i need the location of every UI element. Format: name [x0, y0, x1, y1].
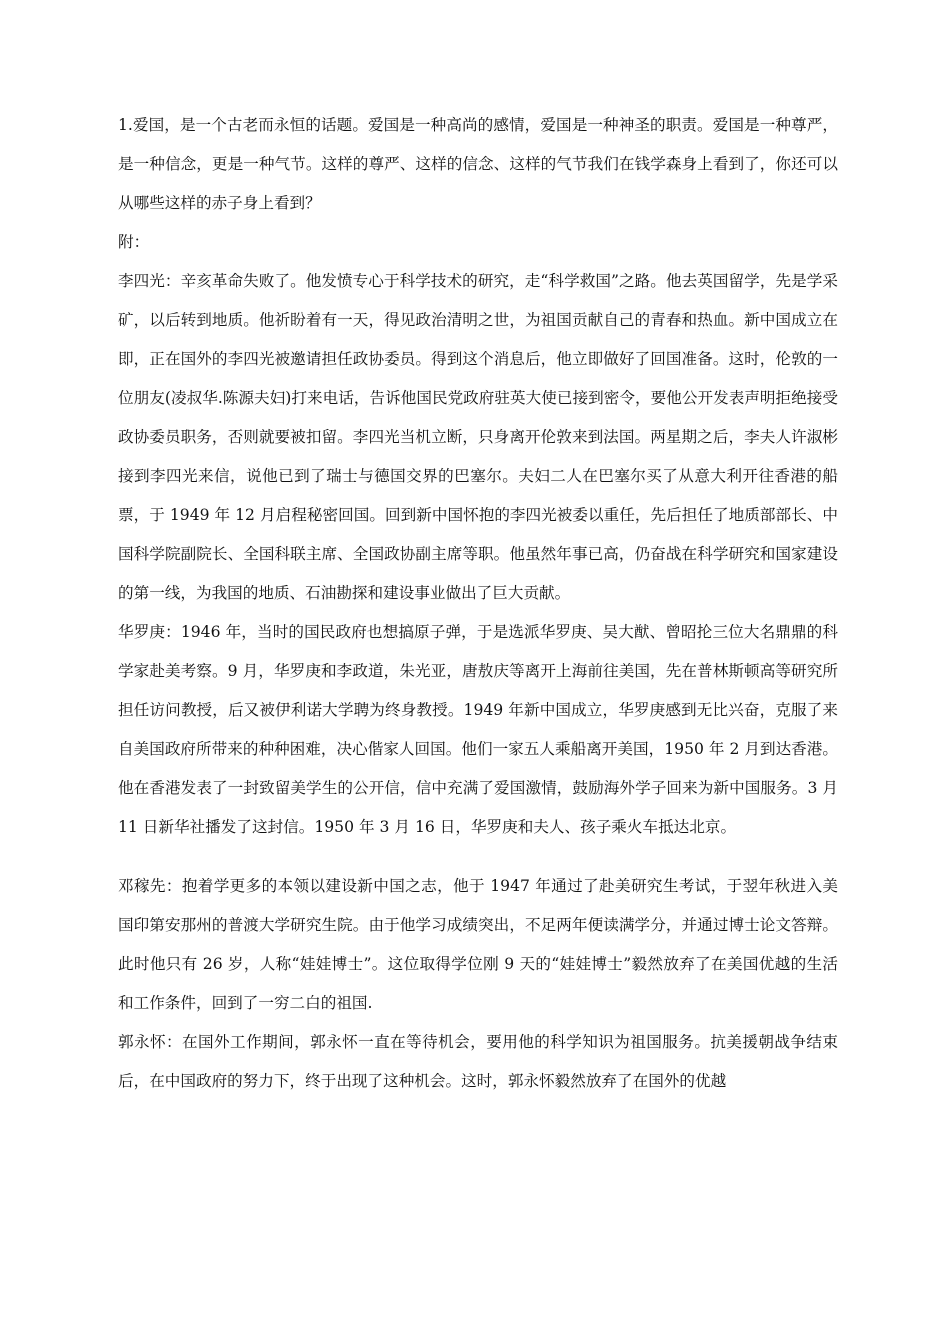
- appendix-label: 附：: [118, 233, 150, 251]
- paragraph-li-siguang: 李四光：辛亥革命失败了。他发愤专心于科学技术的研究，走“科学救国”之路。他去英国留学，先是学采矿，以后转到地质。他祈盼着有一天，得见政治清明之世，为祖国贡献自己的青春和热血。新中国成立在即，正在国外的李四光被邀请担任政协委员。得到这个消息后，他立即做好了回国准备。这时，伦敦的一位朋友(凌叔华.陈源夫妇)打来电话，告诉他国民党政府驻英大使已接到密令，要他公开发表声明拒绝接受政协委员职务，否则就要被扣留。李四光当机立断，只身离开伦敦来到法国。两星期之后，李夫人许淑彬接到李四光来信，说他已到了瑞士与德国交界的巴塞尔。夫妇二人在巴塞尔买了从意大利开往香港的船票，于 1949 年 12 月启程秘密回国。回到新中国怀抱的李四光被委以重任，先后担任了地质部部长、中国科学院副院长、全国科联主席、全国政协副主席等职。他虽然年事已高，仍奋战在科学研究和国家建设的第一线，为我国的地质、石油勘探和建设事业做出了巨大贡献。: [118, 272, 838, 602]
- question-paragraph: 1.爱国，是一个古老而永恒的话题。爱国是一种高尚的感情，爱国是一种神圣的职责。爱国是一种尊严，是一种信念，更是一种气节。这样的尊严、这样的信念、这样的气节我们在钱学森身上看到了，你还可以从哪些这样的赤子身上看到？: [118, 116, 838, 212]
- paragraph-hua-luogeng: 华罗庚：1946 年，当时的国民政府也想搞原子弹，于是选派华罗庚、吴大猷、曾昭抡三位大名鼎鼎的科学家赴美考察。9 月，华罗庚和李政道，朱光亚，唐敖庆等离开上海前往美国，先在普林斯顿高等研究所担任访问教授，后又被伊利诺大学聘为终身教授。1949 年新中国成立，华罗庚感到无比兴奋，克服了来自美国政府所带来的种种困难，决心偕家人回国。他们一家五人乘船离开美国，1950 年 2 月到达香港。他在香港发表了一封致留美学生的公开信，信中充满了爱国激情，鼓励海外学子回来为新中国服务。3 月 11 日新华社播发了这封信。1950 年 3 月 16 日，华罗庚和夫人、孩子乘火车抵达北京。: [118, 623, 838, 836]
- paragraph-guo-yonghuai: 郭永怀：在国外工作期间，郭永怀一直在等待机会，要用他的科学知识为祖国服务。抗美援朝战争结束后，在中国政府的努力下，终于出现了这种机会。这时，郭永怀毅然放弃了在国外的优越: [118, 1033, 838, 1090]
- paragraph-deng-jiaxian: 邓稼先：抱着学更多的本领以建设新中国之志，他于 1947 年通过了赴美研究生考试，于翌年秋进入美国印第安那州的普渡大学研究生院。由于他学习成绩突出，不足两年便读满学分，并通过博士论文答辩。此时他只有 26 岁，人称“娃娃博士”。这位取得学位刚 9 天的“娃娃博士”毅然放弃了在美国优越的生活和工作条件，回到了一穷二白的祖国.: [118, 877, 838, 1012]
- document-body: [118, 106, 838, 1101]
